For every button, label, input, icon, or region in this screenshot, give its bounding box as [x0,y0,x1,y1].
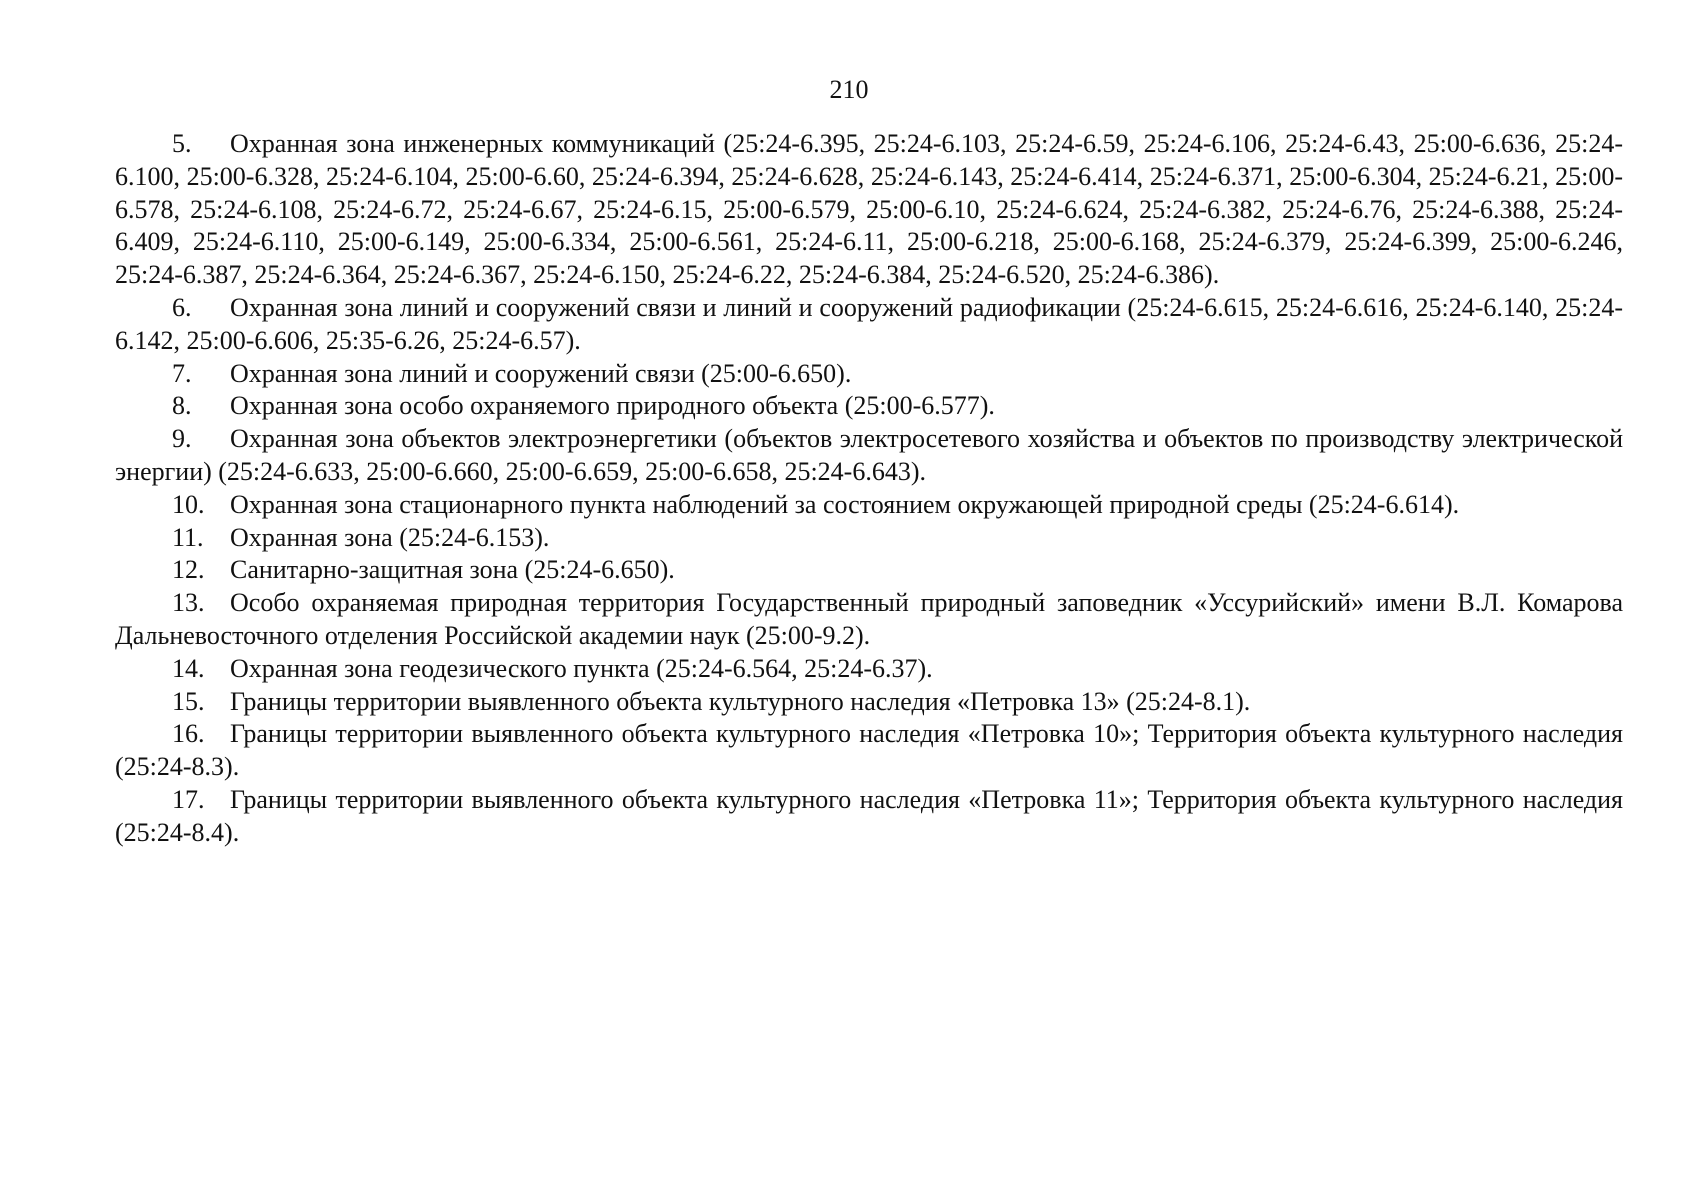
item-text: Особо охраняемая природная территория Государственный природный заповедник «Уссурийский» имени В.Л. Комарова Дальневосточного отделения Российской академии наук (25:00-9.2). [115,588,1623,650]
page-number: 210 [829,75,869,104]
item-text: Санитарно-защитная зона (25:24-6.650). [230,555,675,585]
item-number: 14. [172,653,205,683]
list-item-15 [115,686,1623,719]
list-item-10 [115,489,1623,522]
list-item-5 [115,128,1623,292]
zone-list [115,128,1623,850]
item-text: Охранная зона особо охраняемого природного объекта (25:00-6.577). [230,391,995,421]
list-item-8 [115,390,1623,423]
list-item-14 [115,653,1623,686]
list-item-9 [115,423,1623,489]
item-text: Охранная зона линий и сооружений связи (25:00-6.650). [230,358,852,388]
list-item-16 [115,718,1623,784]
list-item-7 [115,358,1623,391]
item-text: Охранная зона объектов электроэнергетики (объектов электросетевого хозяйства и объектов по производству электрической энергии) (25:24-6.633, 25:00-6.660, 25:00-6.659, 25:00-6.658, 25:24-6.643). [115,424,1623,486]
item-number: 10. [172,489,205,519]
item-number: 16. [172,719,205,749]
item-number: 8. [172,391,192,421]
item-text: Границы территории выявленного объекта культурного наследия «Петровка 11»; Территория объекта культурного наследия (25:24-8.4). [115,784,1623,847]
item-number: 5. [172,129,192,158]
item-number: 15. [172,686,205,716]
list-item-6 [115,292,1623,358]
item-number: 13. [172,588,205,618]
item-number: 17. [172,784,205,814]
item-number: 7. [172,358,192,388]
item-text: Охранная зона стационарного пункта наблюдений за состоянием окружающей природной среды (25:24-6.614). [230,489,1460,519]
item-text: Границы территории выявленного объекта культурного наследия «Петровка 10»; Территория объекта культурного наследия (25:24-8.3). [115,719,1623,782]
list-item-11 [115,522,1623,555]
item-text: Охранная зона геодезического пункта (25:24-6.564, 25:24-6.37). [230,653,933,683]
item-text: Охранная зона линий и сооружений связи и линий и сооружений радиофикации (25:24-6.615, 25:24-6.616, 25:24-6.140, 25:24-6.142, 25:00-6.606, 25:35-6.26, 25:24-6.57). [115,292,1623,355]
item-text: Охранная зона (25:24-6.153). [230,522,550,552]
list-item-17 [115,784,1623,850]
list-item-13 [115,587,1623,653]
list-item-12 [115,554,1623,587]
item-number: 12. [172,555,205,585]
item-number: 11. [172,522,204,552]
item-number: 6. [172,292,192,322]
item-number: 9. [172,424,192,454]
item-text: Охранная зона инженерных коммуникаций (25:24-6.395, 25:24-6.103, 25:24-6.59, 25:24-6.106, 25:24-6.43, 25:00-6.636, 25:24-6.100, 25:00-6.328, 25:24-6.104, 25:00-6.60, 25:24-6.394, 25:24-6.628, 25:24-6.143, 25:24-6.414, 25:24-6.371, 25:00-6.304, 25:24-6.21, 25:00-6.578, 25:24-6.108, 25:24-6.72, 25:24-6.67, 25:24-6.15, 25:00-6.579, 25:00-6.10, 25:24-6.624, 25:24-6.382, 25:24-6.76, 25:24-6.388, 25:24-6.409, 25:24-6.110, 25:00-6.149, 25:00-6.334, 25:00-6.561, 25:24-6.11, 25:00-6.218, 25:00-6.168, 25:24-6.379, 25:24-6.399, 25:00-6.246, 25:24-6.387, 25:24-6.364, 25:24-6.367, 25:24-6.150, 25:24-6.22, 25:24-6.384, 25:24-6.520, 25:24-6.386). [115,129,1623,290]
item-text: Границы территории выявленного объекта культурного наследия «Петровка 13» (25:24-8.1). [230,686,1251,716]
